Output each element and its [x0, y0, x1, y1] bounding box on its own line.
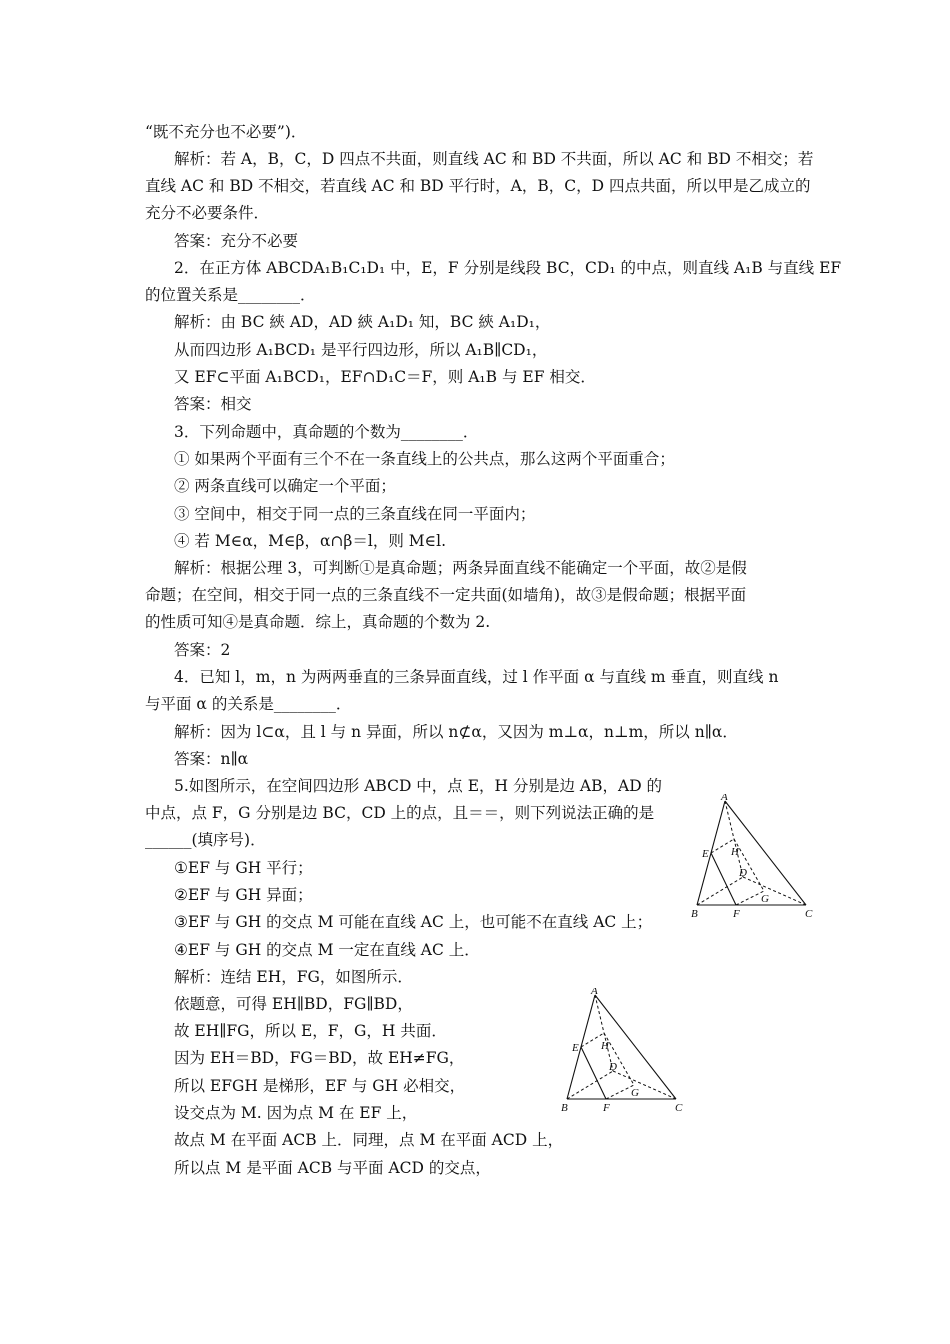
- text-line: 4．已知 l，m，n 为两两垂直的三条异面直线，过 l 作平面 α 与直线 m 垂直，则直线 n: [174, 668, 779, 686]
- label-a: A: [591, 988, 598, 997]
- edge-cd: [743, 877, 806, 905]
- segment-ef: [581, 1047, 606, 1099]
- label-e: E: [702, 848, 709, 860]
- text-line: 5.如图所示，在空间四边形 ABCD 中，点 E，H 分别是边 AB，AD 的: [174, 777, 663, 795]
- label-h: H: [601, 1040, 609, 1052]
- label-h: H: [731, 846, 739, 858]
- text-line: 中点，点 F，G 分别是边 BC，CD 上的点，且＝＝，则下列说法正确的是: [145, 804, 655, 822]
- text-line: ③ 空间中，相交于同一点的三条直线在同一平面内；: [174, 505, 536, 523]
- text-line: 直线 AC 和 BD 不相交，若直线 AC 和 BD 平行时，A，B，C，D 四点共面，所以甲是乙成立的: [145, 177, 811, 195]
- text-line: 从而四边形 A₁BCD₁ 是平行四边形，所以 A₁B∥CD₁，: [174, 341, 548, 359]
- label-b: B: [691, 908, 698, 920]
- text-line: ② 两条直线可以确定一个平面；: [174, 477, 396, 495]
- text-line: 2．在正方体 ABCDA₁B₁C₁D₁ 中，E，F 分别是线段 BC，CD₁ 的中点，则直线 A₁B 与直线 EF: [174, 259, 842, 277]
- text-line: “既不充分也不必要”)．: [145, 123, 307, 141]
- text-line: 解析：根据公理 3，可判断①是真命题；两条异面直线不能确定一个平面，故②是假: [174, 559, 747, 577]
- label-c: C: [805, 908, 813, 920]
- text-line: 的性质可知④是真命题．综上，真命题的个数为 2.: [145, 613, 491, 631]
- label-c: C: [675, 1102, 683, 1114]
- text-line: 命题；在空间，相交于同一点的三条直线不一定共面(如墙角)，故③是假命题；根据平面: [145, 586, 747, 604]
- text-line: 又 EF⊂平面 A₁BCD₁，EF∩D₁C＝F，则 A₁B 与 EF 相交．: [174, 368, 596, 386]
- text-line: 故 EH∥FG，所以 E，F，G，H 共面．: [174, 1022, 447, 1040]
- tetrahedron-figure: [688, 794, 820, 924]
- label-e: E: [572, 1042, 579, 1054]
- label-g: G: [761, 893, 769, 905]
- label-f: F: [733, 908, 740, 920]
- text-line: 答案：充分不必要: [174, 232, 299, 250]
- text-line: 所以点 M 是平面 ACB 与平面 ACD 的交点，: [174, 1159, 491, 1177]
- text-line: 的位置关系是________．: [145, 286, 316, 304]
- text-line: 依题意，可得 EH∥BD，FG∥BD，: [174, 995, 413, 1013]
- text-line: ②EF 与 GH 异面；: [174, 886, 313, 904]
- text-line: 解析：连结 EH，FG，如图所示．: [174, 968, 413, 986]
- text-line: 3．下列命题中，真命题的个数为________．: [174, 423, 479, 441]
- segment-fg: [736, 891, 764, 905]
- text-line: 设交点为 M. 因为点 M 在 EF 上，: [174, 1104, 418, 1122]
- text-line: 因为 EH＝BD，FG＝BD，故 EH≠FG，: [174, 1049, 465, 1067]
- text-line: 解析：因为 l⊂α，且 l 与 n 异面，所以 n⊄α，又因为 m⊥α，n⊥m，所以 n∥α．: [174, 723, 738, 741]
- segment-ef: [711, 853, 736, 905]
- text-line: 解析：若 A，B，C，D 四点不共面，则直线 AC 和 BD 不共面，所以 AC 和 BD 不相交；若: [174, 150, 814, 168]
- text-line: ① 如果两个平面有三个不在一条直线上的公共点，那么这两个平面重合；: [174, 450, 675, 468]
- text-line: ______(填序号)．: [145, 831, 266, 849]
- text-line: ④EF 与 GH 的交点 M 一定在直线 AC 上．: [174, 941, 480, 959]
- label-d: D: [739, 867, 747, 879]
- text-line: ①EF 与 GH 平行；: [174, 859, 313, 877]
- label-d: D: [609, 1061, 617, 1073]
- text-line: 充分不必要条件．: [145, 204, 270, 222]
- text-line: 所以 EFGH 是梯形，EF 与 GH 必相交，: [174, 1077, 466, 1095]
- text-line: 答案：2: [174, 641, 231, 659]
- segment-fg: [606, 1085, 634, 1099]
- text-line: 解析：由 BC 綊 AD，AD 綊 A₁D₁ 知，BC 綊 A₁D₁，: [174, 313, 551, 331]
- tetrahedron-figure-solution: [558, 988, 690, 1118]
- text-line: ④ 若 M∈α，M∈β，α∩β＝l，则 M∈l.: [174, 532, 446, 550]
- label-f: F: [603, 1102, 610, 1114]
- text-line: 答案：相交: [174, 395, 252, 413]
- text-line: 故点 M 在平面 ACB 上．同理，点 M 在平面 ACD 上，: [174, 1131, 564, 1149]
- text-line: ③EF 与 GH 的交点 M 可能在直线 AC 上，也可能不在直线 AC 上；: [174, 913, 653, 931]
- label-a: A: [721, 794, 728, 803]
- edge-cd: [613, 1071, 676, 1099]
- label-g: G: [631, 1087, 639, 1099]
- text-line: 与平面 α 的关系是________．: [145, 695, 352, 713]
- text-line: 答案：n∥α: [174, 750, 249, 768]
- label-b: B: [561, 1102, 568, 1114]
